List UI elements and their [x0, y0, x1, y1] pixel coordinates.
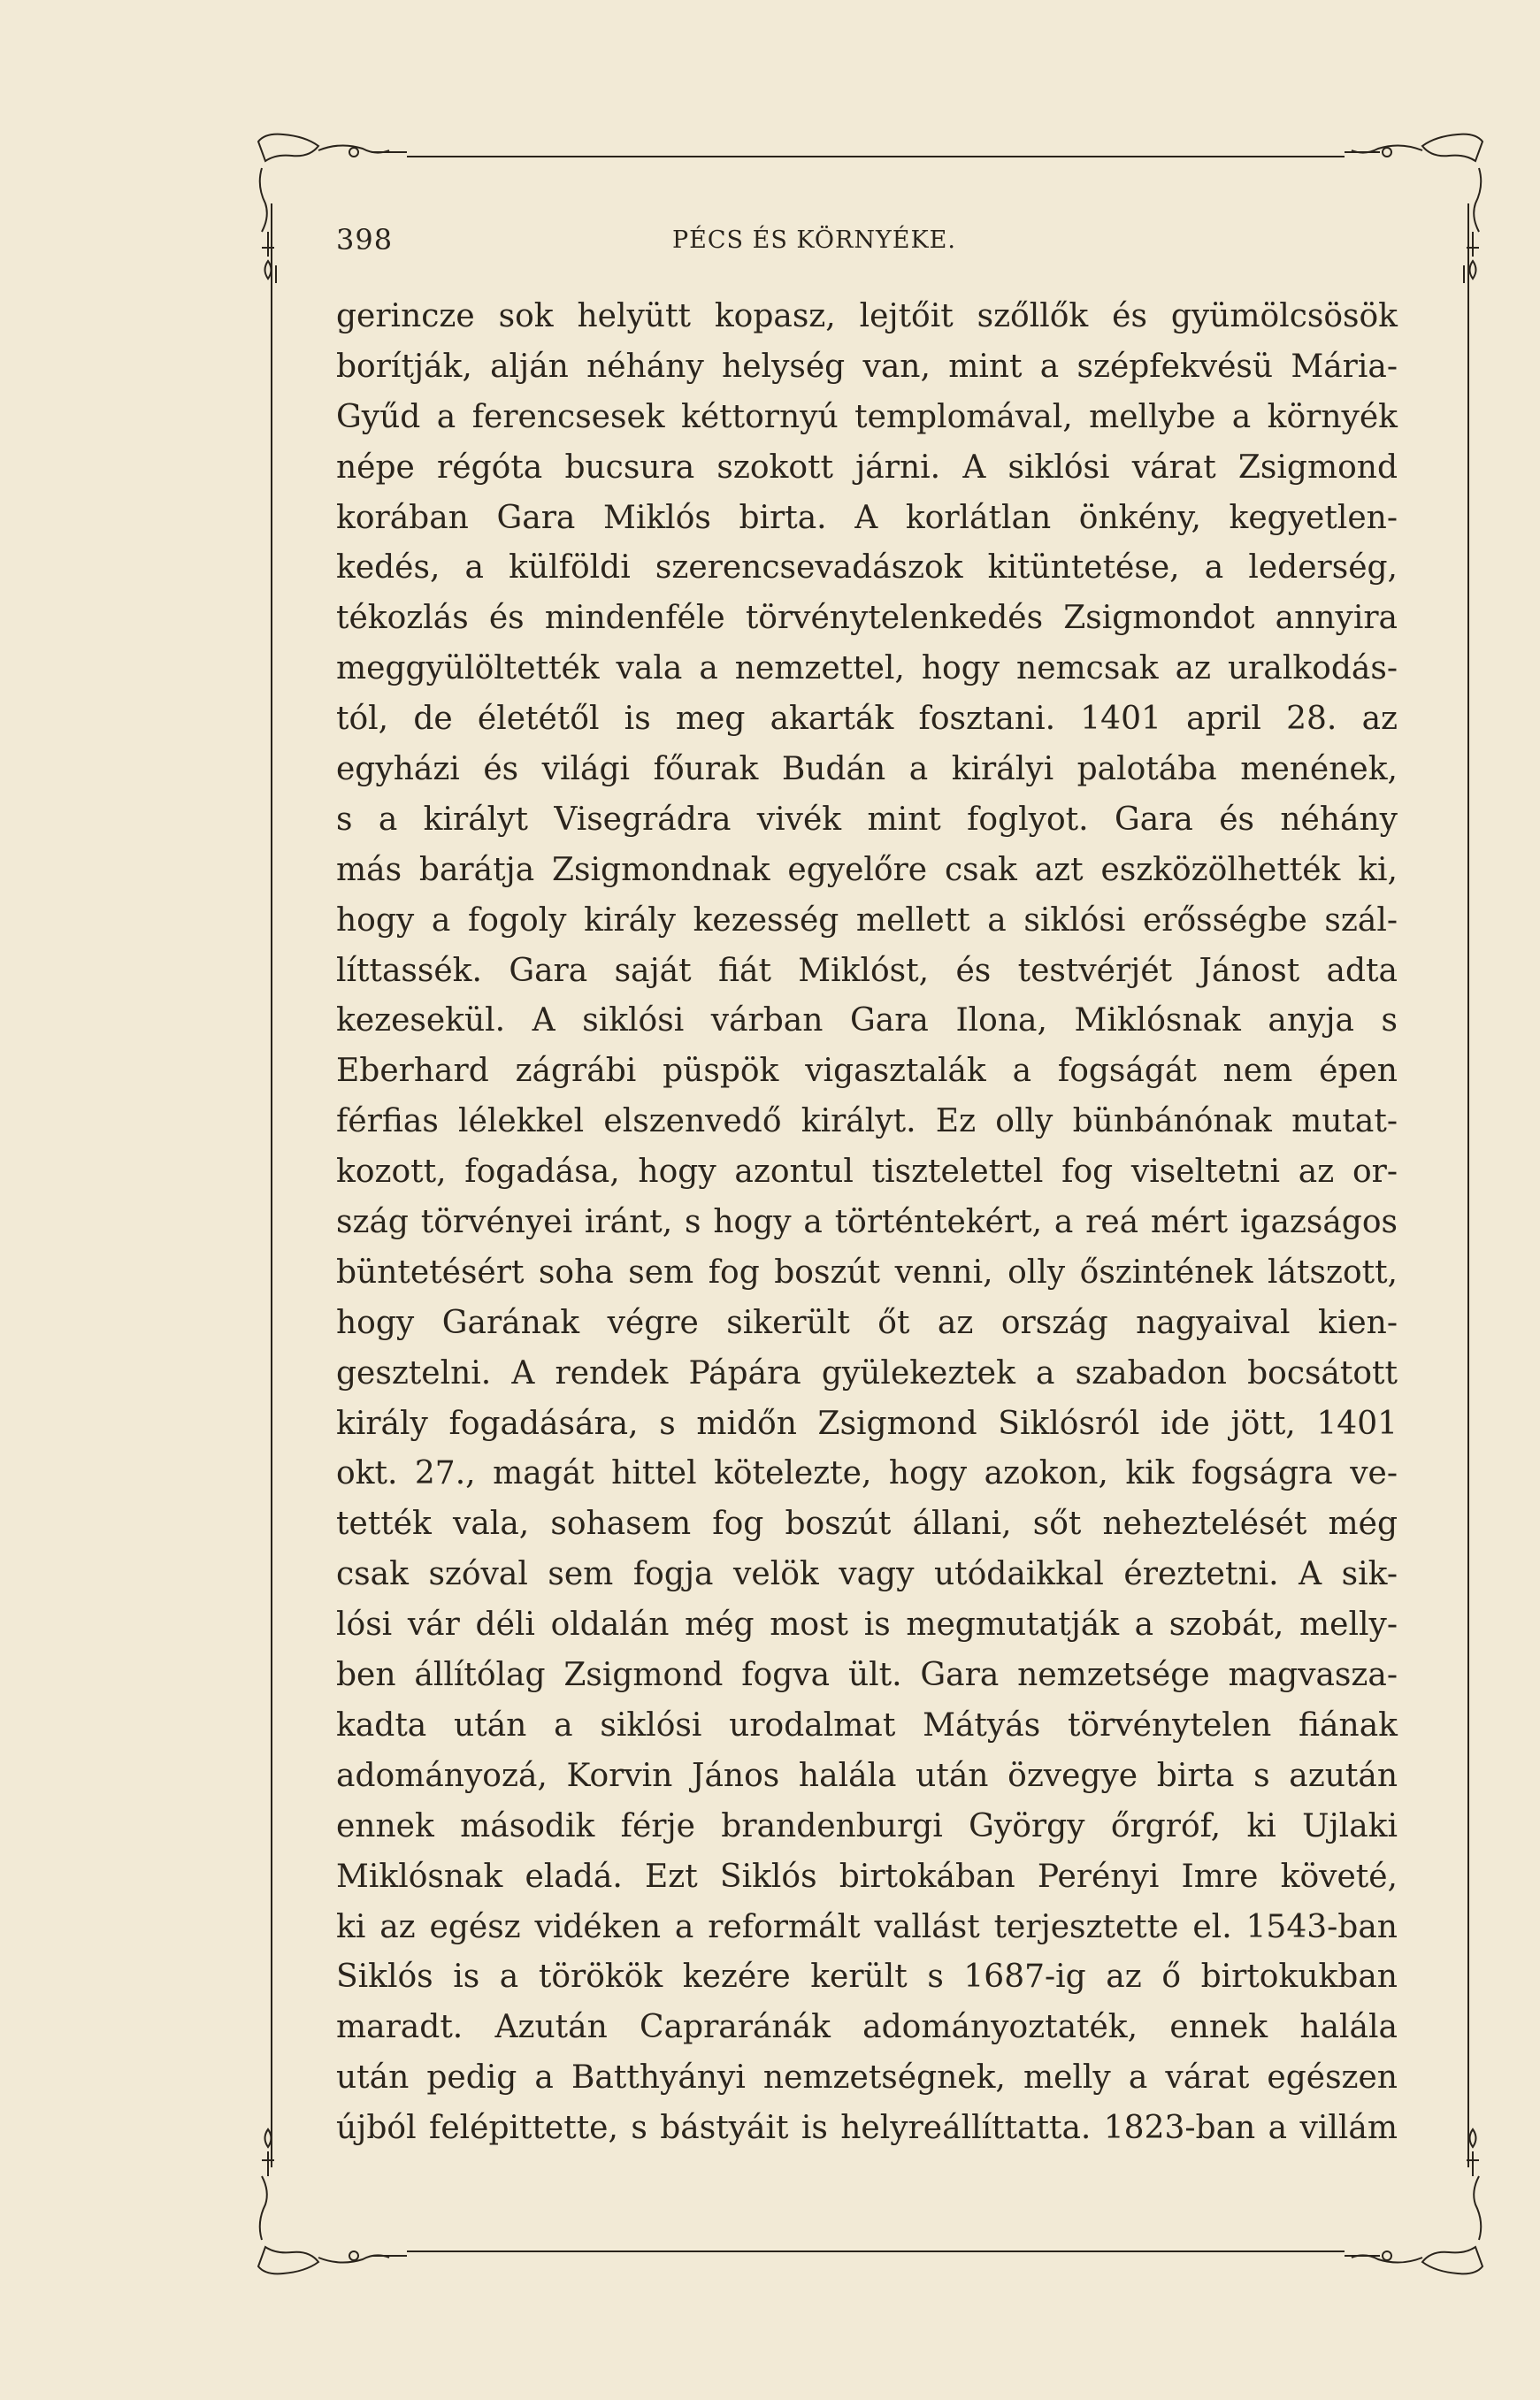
text-line: egyházi és világi főurak Budán a királyi palotába menének,	[336, 751, 1398, 788]
text-line: férfias lélekkel elszenvedő királyt. Ez olly bünbánónak mutat-	[336, 1103, 1398, 1140]
text-line: ki az egész vidéken a reformált vallást terjesztette el. 1543-ban	[336, 1908, 1398, 1945]
text-line: gesztelni. A rendek Pápára gyülekeztek a szabadon bocsátott	[336, 1354, 1398, 1392]
text-line: kezesekül. A siklósi várban Gara Ilona, Miklósnak anyja s	[336, 1002, 1398, 1039]
text-line: ben állítólag Zsigmond fogva ült. Gara nemzetsége magvasza-	[336, 1657, 1398, 1694]
text-line: népe régóta bucsura szokott járni. A siklósi várat Zsigmond	[336, 449, 1398, 486]
text-line: meggyülöltették vala a nemzettel, hogy nemcsak az uralkodás-	[336, 650, 1398, 687]
running-head: PÉCS ÉS KÖRNYÉKE.	[672, 226, 956, 254]
text-line: lósi vár déli oldalán még most is megmutatják a szobát, melly-	[336, 1606, 1398, 1644]
text-line: után pedig a Batthyányi nemzetségnek, melly a várat egészen	[336, 2059, 1398, 2097]
text-line: Miklósnak eladá. Ezt Siklós birtokában Perényi Imre követé,	[336, 1858, 1398, 1895]
text-line: tól, de életétől is meg akarták fosztani. 1401 april 28. az	[336, 701, 1398, 738]
text-line: büntetésért soha sem fog boszút venni, olly őszintének látszott,	[336, 1254, 1398, 1291]
text-line: Gyűd a ferencsesek kéttornyú templomával, mellybe a környék	[336, 398, 1398, 435]
text-line: más barátja Zsigmondnak egyelőre csak azt eszközölhették ki,	[336, 851, 1398, 888]
text-line: király fogadására, s midőn Zsigmond Siklósról ide jött, 1401	[336, 1405, 1398, 1442]
text-line: tették vala, sohasem fog boszút állani, sőt neheztelését még	[336, 1506, 1398, 1543]
text-line: gerincze sok helyütt kopasz, lejtőit szőllők és gyümölcsösök	[336, 298, 1398, 334]
text-line: líttassék. Gara saját fiát Miklóst, és testvérjét Jánost adta	[336, 952, 1398, 989]
text-line: kadta után a siklósi urodalmat Mátyás törvénytelen fiának	[336, 1706, 1398, 1744]
corner-ornament-top-right-icon	[1352, 134, 1483, 279]
text-line: s a királyt Visegrádra vivék mint foglyot. Gara és néhány	[336, 801, 1398, 838]
text-line: adományozá, Korvin János halála után özvegye birta s azután	[336, 1757, 1398, 1794]
text-line: borítják, alján néhány helység van, mint a szépfekvésü Mária-	[336, 348, 1398, 385]
text-line: ennek második férje brandenburgi György őrgróf, ki Ujlaki	[336, 1807, 1398, 1844]
corner-ornament-top-left-icon	[258, 134, 389, 279]
page-number: 398	[336, 223, 394, 257]
text-line: csak szóval sem fogja velök vagy utódaikkal éreztetni. A sik-	[336, 1556, 1398, 1593]
text-line: tékozlás és mindenféle törvénytelenkedés Zsigmondot annyira	[336, 600, 1398, 637]
text-line: szág törvényei iránt, s hogy a történtekért, a reá mért igazságos	[336, 1204, 1398, 1241]
text-line: okt. 27., magát hittel kötelezte, hogy azokon, kik fogságra ve-	[336, 1455, 1398, 1492]
text-line: kedés, a külföldi szerencsevadászok kitüntetése, a lederség,	[336, 549, 1398, 587]
text-line: újból felépittette, s bástyáit is helyreállíttatta. 1823-ban a villám	[336, 2110, 1398, 2147]
text-line: korában Gara Miklós birta. A korlátlan önkény, kegyetlen-	[336, 499, 1398, 536]
text-line: hogy Garának végre sikerült őt az ország nagyaival kien-	[336, 1304, 1398, 1341]
text-line: hogy a fogoly király kezesség mellett a siklósi erősségbe szál-	[336, 901, 1398, 939]
text-line: Siklós is a törökök kezére került s 1687-ig az ő birtokukban	[336, 1959, 1398, 1996]
text-line: maradt. Azután Capraránák adományoztaték, ennek halála	[336, 2009, 1398, 2046]
body-text	[336, 292, 1398, 2154]
text-line: Eberhard zágrábi püspök vigasztalák a fogságát nem épen	[336, 1053, 1398, 1090]
text-line: kozott, fogadása, hogy azontul tisztelettel fog viseltetni az or-	[336, 1154, 1398, 1191]
